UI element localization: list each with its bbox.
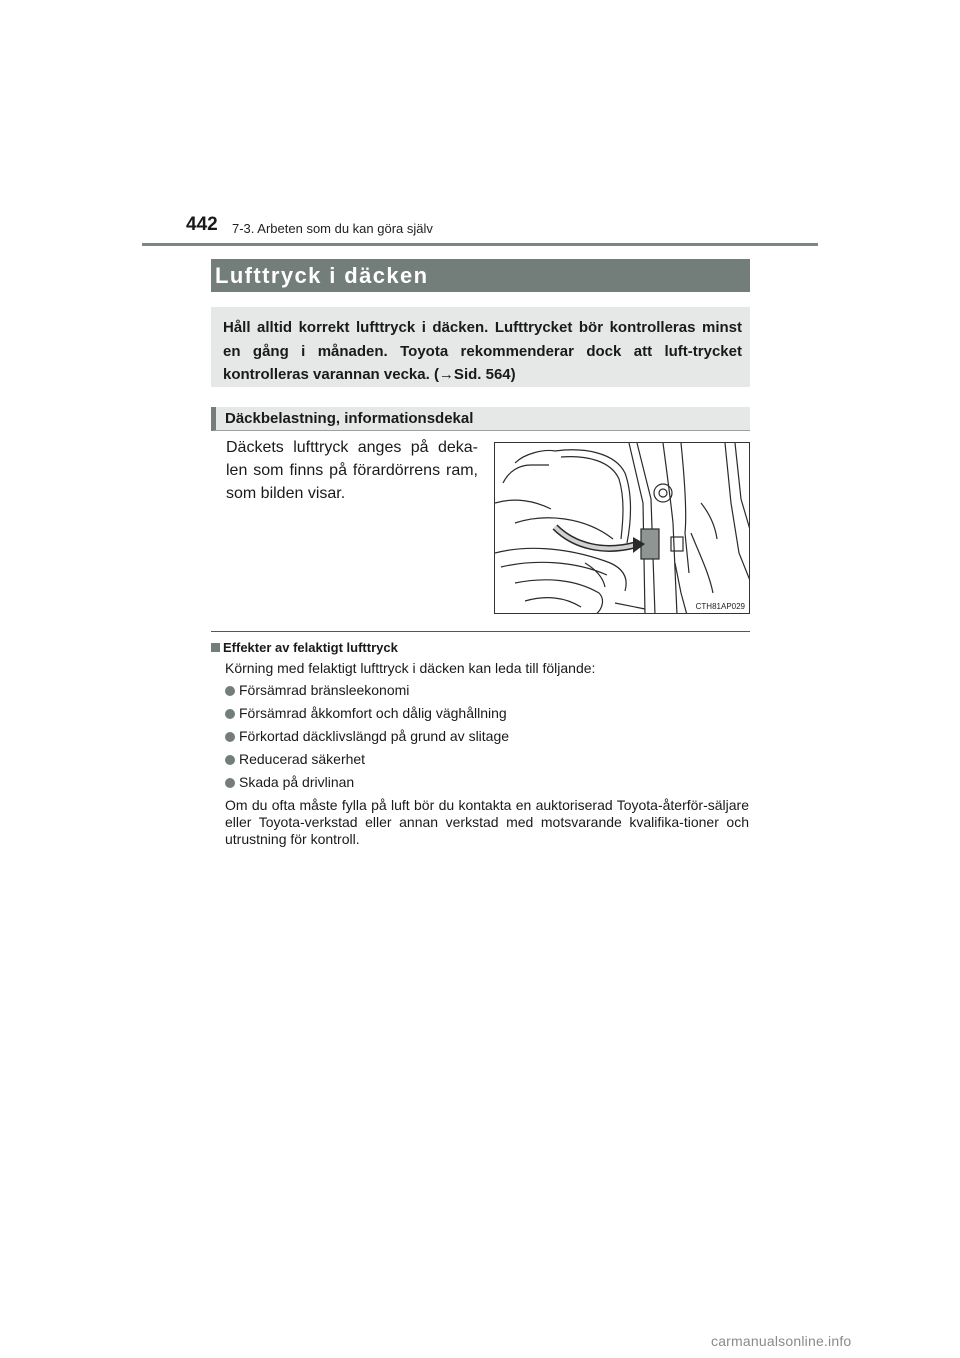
bullet-dot-icon [225,686,235,696]
car-interior-drawing [495,443,750,614]
subsection-title: Däckbelastning, informationsdekal [211,407,750,431]
bullet-dot-icon [225,755,235,765]
list-item: Skada på drivlinan [225,774,509,797]
bullet-dot-icon [225,732,235,742]
list-item: Försämrad bränsleekonomi [225,682,509,705]
bullet-dot-icon [225,778,235,788]
header-rule [142,243,818,246]
intro-box: Håll alltid korrekt lufttryck i däcken. Lufttrycket bör kontrolleras minst en gång i månaden. Toyota rekommenderar dock att luft-trycket kontrolleras varannan vecka. (→Sid. 564) [211,307,750,387]
list-item: Reducerad säkerhet [225,751,509,774]
page-number: 442 [186,214,218,235]
figure-code: CTH81AP029 [695,602,745,611]
watermark: carmanualsonline.info [711,1333,852,1349]
bullet-dot-icon [225,709,235,719]
note-heading [211,640,398,655]
list-item: Försämrad åkkomfort och dålig väghållning [225,705,509,728]
note-title: Effekter av felaktigt lufttryck [223,640,398,655]
note-intro: Körning med felaktigt lufttryck i däcken kan leda till följande: [225,660,596,676]
note-final: Om du ofta måste fylla på luft bör du kontakta en auktoriserad Toyota-återför-säljare eller Toyota-verkstad eller annan verkstad med motsvarande kvalifika-tioner och utrustning för kontroll. [225,797,749,847]
subsection-body: Däckets lufttryck anges på deka-len som finns på förardörrens ram, som bilden visar. [226,439,478,502]
list-item: Förkortad däcklivslängd på grund av slitage [225,728,509,751]
door-frame-label-illustration [494,442,750,614]
section-title: Lufttryck i däcken [211,259,750,292]
section-rule [211,631,750,632]
square-bullet-icon [211,643,220,652]
running-head: 7-3. Arbeten som du kan göra själv [232,221,433,236]
effects-list [225,682,509,797]
